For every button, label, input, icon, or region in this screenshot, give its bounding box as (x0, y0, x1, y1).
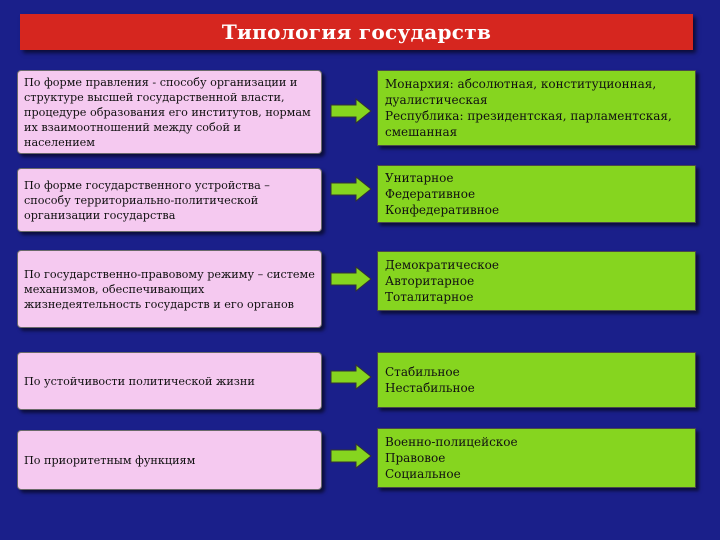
type-item: Республика: президентская, парламентская, смешанная (385, 109, 672, 139)
type-item: Социальное (385, 467, 461, 481)
type-item: Нестабильное (385, 381, 475, 395)
type-item: Унитарное (385, 171, 454, 185)
type-item: Федеративное (385, 187, 476, 201)
type-item: Стабильное (385, 365, 460, 379)
type-item: Тоталитарное (385, 290, 474, 304)
criterion-text: По устойчивости политической жизни (24, 374, 255, 388)
type-item: Военно-полицейское (385, 435, 518, 449)
arrow-right-icon (330, 443, 372, 469)
type-item: Конфедеративное (385, 203, 500, 217)
criterion-text: По форме правления - способу организации и структуре высшей государственной власти, процедуре образования его институтов, нормам их взаимоотношений между собой и населением (24, 75, 311, 149)
criterion-text: По приоритетным функциям (24, 453, 196, 467)
arrow-right-icon (330, 98, 372, 124)
criterion-text: По форме государственного устройства – способу территориально-политической организации государства (24, 178, 270, 222)
arrow-right-icon (330, 364, 372, 390)
type-item: Правовое (385, 451, 446, 465)
slide-title: Типология государств (20, 14, 693, 50)
arrow-right-icon (330, 176, 372, 202)
arrow-right-icon (330, 266, 372, 292)
types-box-stability (377, 352, 696, 408)
criterion-text: По государственно-правовому режиму – системе механизмов, обеспечивающих жизнедеятельность государств и его органов (24, 267, 315, 311)
criterion-box-government-form (17, 70, 322, 154)
types-box-government-form (377, 70, 696, 146)
criterion-box-stability (17, 352, 322, 410)
criterion-box-functions (17, 430, 322, 490)
types-box-functions (377, 428, 696, 488)
types-box-state-structure (377, 165, 696, 223)
criterion-box-state-structure (17, 168, 322, 232)
type-item: Авторитарное (385, 274, 475, 288)
type-item: Демократическое (385, 258, 499, 272)
type-item: Монархия: абсолютная, конституционная, дуалистическая (385, 77, 657, 107)
criterion-box-regime (17, 250, 322, 328)
types-box-regime (377, 251, 696, 311)
